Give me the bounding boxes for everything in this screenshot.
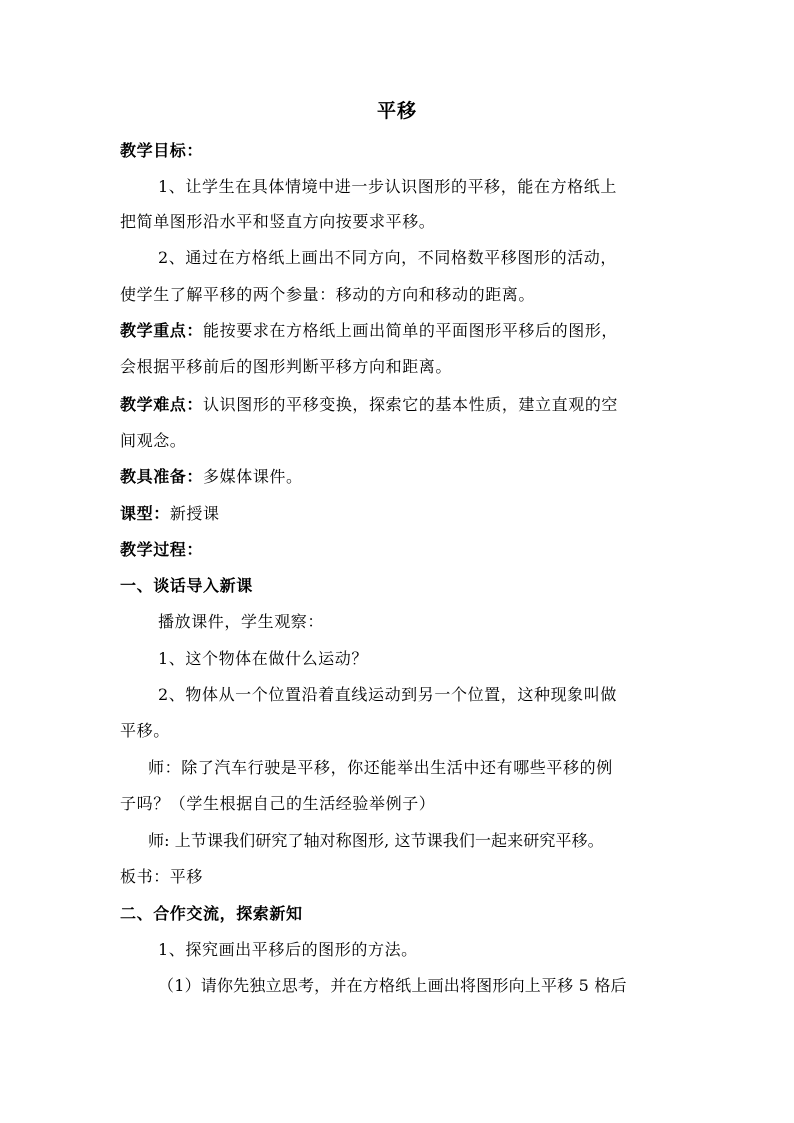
objective-2-line-2: 使学生了解平移的两个参量：移动的方向和移动的距离。 <box>120 285 536 304</box>
tools-text: 多媒体课件。 <box>203 467 303 486</box>
process-label: 教学过程： <box>120 540 204 559</box>
section-2-paragraph-1: 1、探究画出平移后的图形的方法。 <box>158 940 418 959</box>
lesson-type-label: 课型： <box>120 504 170 523</box>
section-1-paragraph-5-line-1: 师: 上节课我们研究了轴对称图形, 这节课我们一起来研究平移。 <box>148 831 604 850</box>
lesson-type-text: 新授课 <box>169 504 220 523</box>
section-1-paragraph-5-line-2: 板书：平移 <box>120 867 204 886</box>
difficulty-line-2: 间观念。 <box>120 431 187 450</box>
tools-line <box>120 465 680 489</box>
section-1-paragraph-3-line-1: 2、物体从一个位置沿着直线运动到另一个位置，这种现象叫做 <box>158 685 617 704</box>
section-2-heading: 二、合作交流，探索新知 <box>120 904 303 923</box>
difficulty-text: 认识图形的平移变换，探索它的基本性质，建立直观的空 <box>203 395 619 414</box>
objectives-label: 教学目标： <box>120 141 204 160</box>
page-title: 平移 <box>376 100 417 122</box>
lesson-type-line <box>120 502 680 526</box>
section-1-paragraph-2: 1、这个物体在做什么运动？ <box>158 649 368 668</box>
key-points-label: 教学重点： <box>120 321 204 340</box>
key-points-line-2: 会根据平移前后的图形判断平移方向和距离。 <box>120 357 453 376</box>
key-points-line-1 <box>120 319 680 343</box>
section-1-paragraph-3-line-2: 平移。 <box>120 721 170 740</box>
section-1-paragraph-4-line-1: 师：除了汽车行驶是平移，你还能举出生活中还有哪些平移的例 <box>148 758 613 777</box>
section-1-paragraph-4-line-2: 子吗？（学生根据自己的生活经验举例子） <box>120 794 436 813</box>
key-points-text: 能按要求在方格纸上画出简单的平面图形平移后的图形， <box>203 321 619 340</box>
objective-1-line-1: 1、让学生在具体情境中进一步认识图形的平移，能在方格纸上 <box>158 177 617 196</box>
difficulty-label: 教学难点： <box>120 395 204 414</box>
objective-2-line-1: 2、通过在方格纸上画出不同方向，不同格数平移图形的活动， <box>158 248 617 267</box>
section-1-paragraph-1: 播放课件，学生观察： <box>158 612 325 631</box>
tools-label: 教具准备： <box>120 467 204 486</box>
section-1-heading: 一、谈话导入新课 <box>120 576 253 595</box>
objective-1-line-2: 把简单图形沿水平和竖直方向按要求平移。 <box>120 212 436 231</box>
section-2-paragraph-2: （1）请你先独立思考，并在方格纸上画出将图形向上平移 5 格后 <box>158 976 627 995</box>
difficulty-line-1 <box>120 393 680 417</box>
